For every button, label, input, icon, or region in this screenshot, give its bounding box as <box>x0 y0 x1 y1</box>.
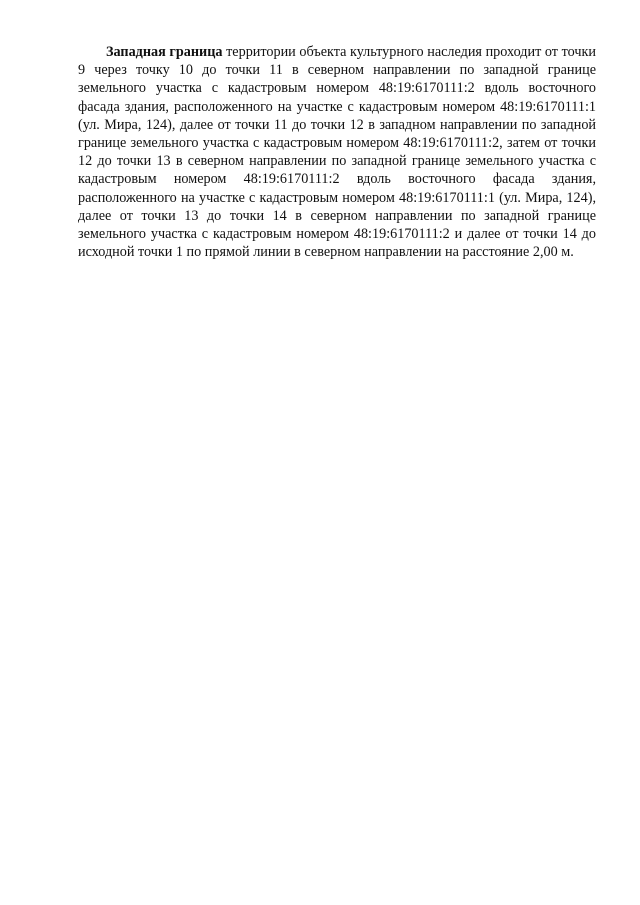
body-paragraph <box>78 43 596 261</box>
paragraph-body-text: территории объекта культурного наследия проходит от точки 9 через точку 10 до точки 11 в северном направлении по западной границе земельного участка с кадастровым номером 48:19:6170111:2 вдоль восточного фасада здания, расположенного на участке с кадастровым номером 48:19:6170111:1 (ул. Мира, 124), далее от точки 11 до точки 12 в западном направлении по западной границе земельного участка с кадастровым номером 48:19:6170111:2, затем от точки 12 до точки 13 в северном направлении по западной границе земельного участка с кадастровым номером 48:19:6170111:2 вдоль восточного фасада здания, расположенного на участке с кадастровым номером 48:19:6170111:1 (ул. Мира, 124), далее от точки 13 до точки 14 в северном направлении по западной границе земельного участка с кадастровым номером 48:19:6170111:2 и далее от точки 14 до исходной точки 1 по прямой линии в северном направлении на расстояние 2,00 м. <box>78 44 597 261</box>
paragraph-lead-bold: Западная граница <box>106 44 223 60</box>
